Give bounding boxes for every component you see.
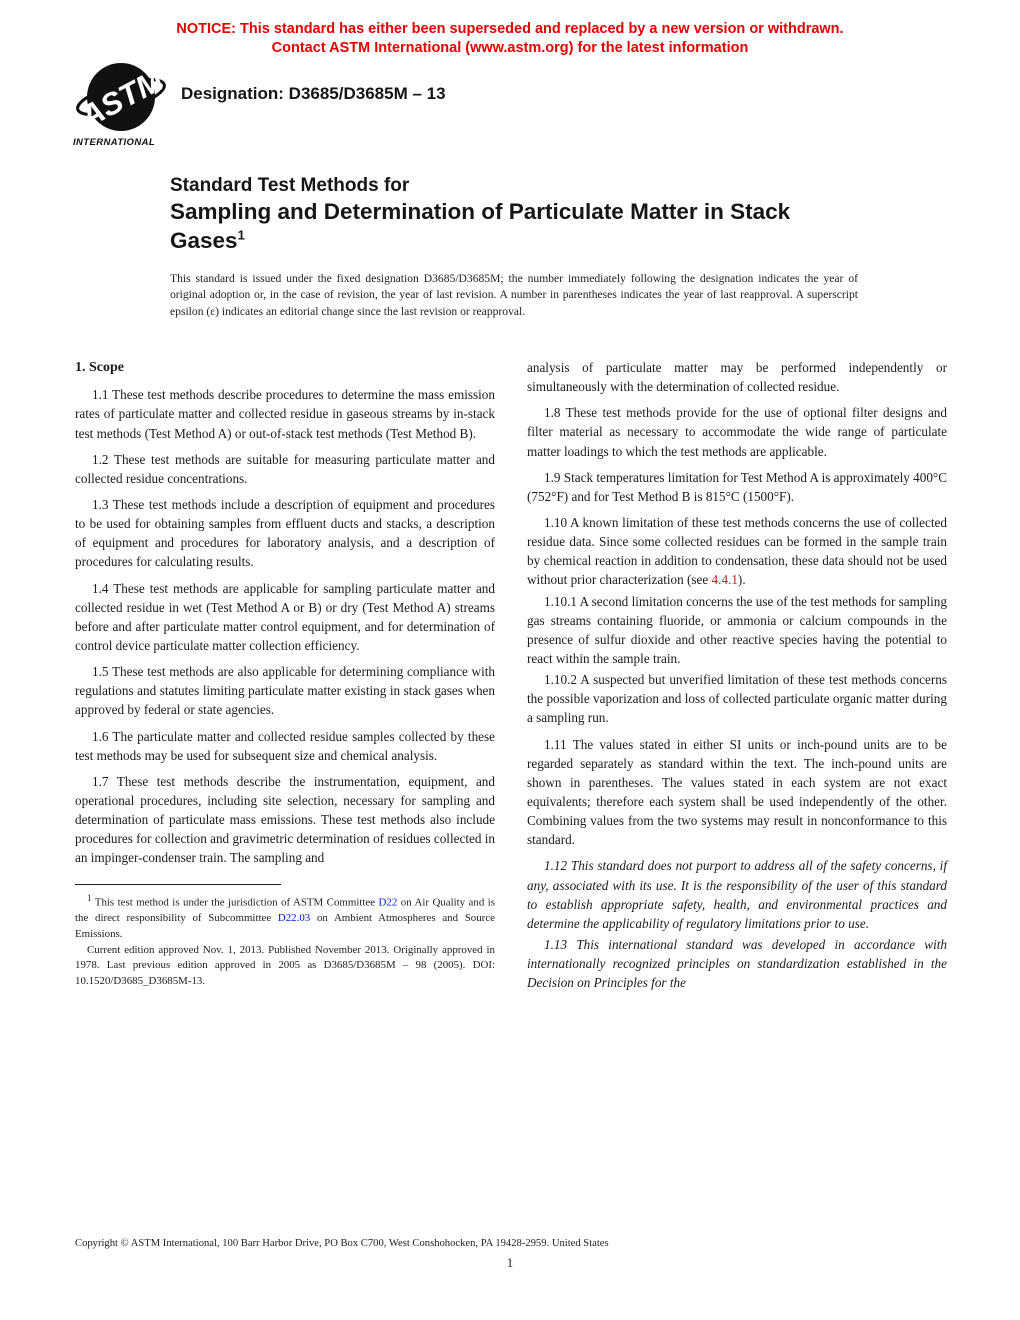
title-line1: Sampling and Determination of Particulate Matter in Stack [170, 198, 791, 224]
paragraph-1-2: 1.2 These test methods are suitable for measuring particulate matter and collected residue concentrations. [75, 451, 495, 486]
superseded-notice-line2: Contact ASTM International (www.astm.org) for the latest information [271, 39, 749, 56]
astm-logo-subtitle: INTERNATIONAL [73, 137, 156, 148]
footnote-edition: Current edition approved Nov. 1, 2013. Published November 2013. Originally approved in 1978. Last previous edition approved in 2005 as D3685/D3685M – 98 (2005). DOI: 10.1520/D3685_D3685M-13. [75, 943, 495, 988]
title-kicker: Standard Test Methods for [170, 175, 410, 196]
paragraph-1-10 [527, 513, 947, 590]
document-header [73, 60, 446, 148]
superseded-notice [0, 20, 1020, 58]
paragraph-1-7-continued: analysis of particulate matter may be performed independently or simultaneously with the determination of collected residue. [527, 360, 947, 395]
copyright-line: Copyright © ASTM International, 100 Barr Harbor Drive, PO Box C700, West Conshohocken, PA 19428-2959. United States [75, 1238, 609, 1249]
left-column [75, 358, 495, 992]
paragraph-1-9: 1.9 Stack temperatures limitation for Test Method A is approximately 400°C (752°F) and for Test Method B is 815°C (1500°F). [527, 469, 947, 504]
title-block [170, 174, 870, 255]
footnote-1-text-pre: This test method is under the jurisdiction of ASTM Committee [91, 896, 379, 909]
footnote-1-marker: 1 [87, 892, 92, 903]
paragraph-1-8: 1.8 These test methods provide for the use of optional filter designs and filter material as necessary to accommodate the wide range of particulate matter loadings to which the test methods are applicable. [527, 405, 947, 459]
paragraph-1-6: 1.6 The particulate matter and collected residue samples collected by these test methods may be used for subsequent size and chemical analysis. [75, 728, 495, 763]
paragraph-1-11: 1.11 The values stated in either SI units or inch-pound units are to be regarded separately as standard within the text. The inch-pound units are shown in parentheses. The values stated in each system are not exact equivalents; therefore each system shall be used independently of the other. Combining values from the two systems may result in nonconformance to this standard. [527, 736, 947, 848]
section-heading-scope: 1. Scope [75, 360, 124, 375]
page-number: 1 [506, 1256, 514, 1270]
designation-text: Designation: D3685/D3685M – 13 [181, 84, 446, 103]
title-footnote-marker: 1 [237, 227, 245, 243]
paragraph-1-10-1: 1.10.1 A second limitation concerns the use of the test methods for sampling gas streams containing fluoride, or ammonia or calcium compounds in the presence of sulfur dioxide and other reactive species having the potential to react within the sample train. [527, 593, 947, 666]
paragraph-1-12: 1.12 This standard does not purport to address all of the safety concerns, if any, associated with its use. It is the responsibility of the user of this standard to establish appropriate safety, health, and environmental practices and determine the applicability of regulatory limitations prior to use. [527, 858, 947, 931]
page-title [170, 198, 870, 256]
body-columns [75, 358, 947, 992]
paragraph-1-10-2: 1.10.2 A suspected but unverified limitation of these test methods concerns the possible vaporization and loss of collected particulate organic matter during a sampling run. [527, 672, 947, 726]
paragraph-1-4: 1.4 These test methods are applicable for sampling particulate matter and collected residue in wet (Test Method A or B) or dry (Test Method A) streams before and after particulate matter control equipment, and for determination of control device particulate matter collection efficiency. [75, 580, 495, 653]
astm-logo [73, 60, 169, 148]
astm-globe-icon [75, 60, 167, 136]
paragraph-1-10-text-end: ). [737, 572, 746, 588]
paragraph-1-10-text: 1.10 A known limitation of these test methods concerns the use of collected residue data. Since some collected residues can be formed in the sample train by chemical reaction in addition to condensation, these data should not be used without prior characterization (see [527, 514, 947, 588]
footnotes [75, 892, 495, 991]
issuance-note: This standard is issued under the fixed designation D3685/D3685M; the number immediately following the designation indicates the year of original adoption or, in the case of revision, the year of last revision. A number in parentheses indicates the year of last reapproval. A superscript epsilon (ε) indicates an editorial change since the last revision or reapproval. [170, 272, 858, 318]
paragraph-1-7: 1.7 These test methods describe the instrumentation, equipment, and operational procedures, including site selection, necessary for sampling and determination of particulate mass emissions. These test methods also include procedures for collection and gravimetric determination of residues collected in an impinger-condenser train. The sampling and [75, 773, 496, 866]
paragraph-1-3: 1.3 These test methods include a description of equipment and procedures to be used for obtaining samples from effluent ducts and stacks, a description of equipment and procedures for laboratory analysis, and a description of procedures for calculating results. [75, 497, 495, 570]
paragraph-1-13: 1.13 This international standard was developed in accordance with internationally recognized principles on standardization established in the Decision on Principles for the [527, 936, 947, 991]
footnote-divider [75, 884, 281, 885]
subcommittee-d22-03-link[interactable]: D22.03 [277, 911, 311, 924]
committee-d22-link[interactable]: D22 [378, 896, 398, 909]
paragraph-1-1: 1.1 These test methods describe procedures to determine the mass emission rates of particulate matter and collected residue in gaseous streams by in-stack test methods (Test Method A) or out-of-stack test methods (Test Method B). [75, 387, 495, 441]
superseded-notice-line1: NOTICE: This standard has either been superseded and replaced by a new version or withdrawn. [176, 21, 844, 37]
footnote-1-text-post: on Ambient Atmospheres and Source Emissions. [75, 911, 495, 940]
paragraph-1-5: 1.5 These test methods are also applicable for determining compliance with regulations and statutes limiting particulate matter existing in stack gases when approved by federal or state agencies. [75, 664, 495, 718]
section-ref-4-4-1-link[interactable]: 4.4.1 [711, 572, 738, 588]
astm-logo-acronym: ASTM [75, 62, 167, 135]
title-line2: Gases [170, 227, 238, 253]
footnote-1-text-mid: on Air Quality and is the direct responsibility of Subcommittee [75, 896, 495, 924]
footnote-1 [75, 892, 495, 943]
right-column [527, 358, 947, 992]
